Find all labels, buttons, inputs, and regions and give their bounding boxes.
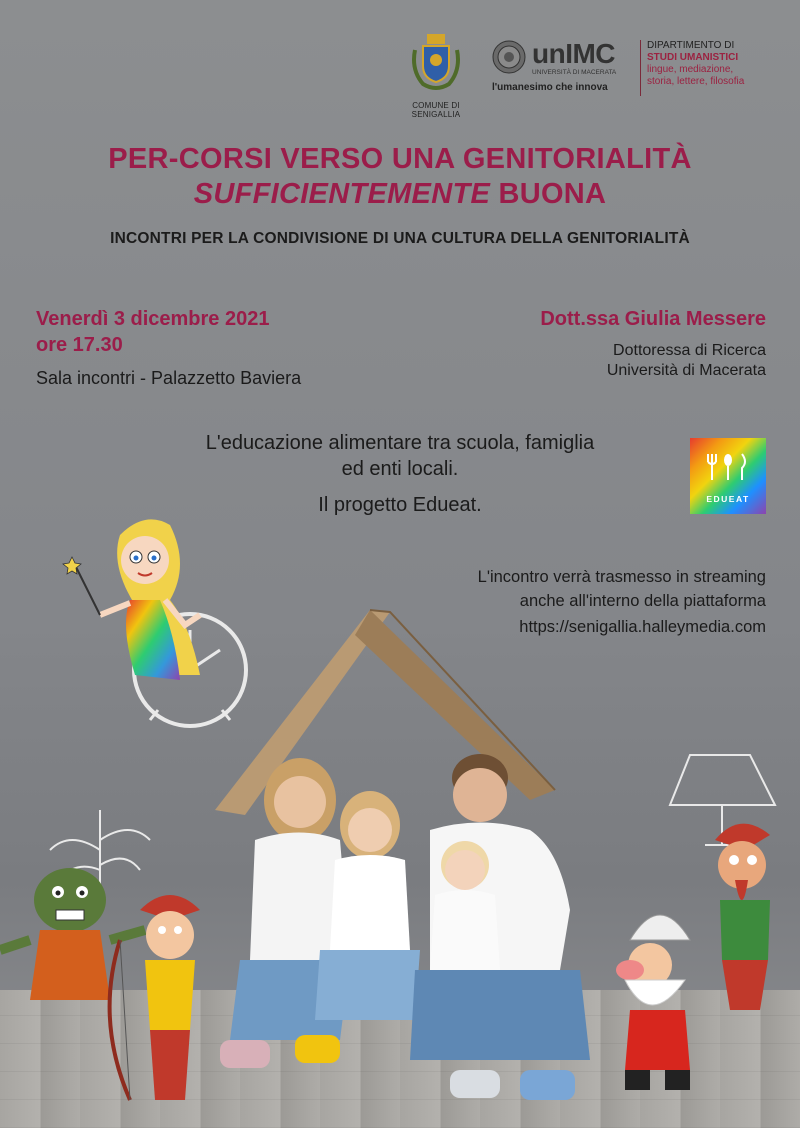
dept-line-1: DIPARTIMENTO DI	[647, 40, 735, 51]
university-seal-icon	[492, 40, 526, 74]
gnome-illustration	[690, 810, 800, 1020]
speaker-name: Dott.ssa Giulia Messere	[540, 308, 766, 330]
speaker-role: Dottoressa di Ricerca	[613, 342, 766, 359]
crest-icon	[409, 30, 463, 92]
elf-archer-illustration	[100, 880, 230, 1120]
speaker-affiliation: Università di Macerata	[606, 362, 766, 379]
dept-line-3: lingue, mediazione,	[647, 64, 734, 75]
unimc-logo	[492, 38, 632, 98]
dept-line-4: storia, lettere, filosofia	[647, 76, 745, 87]
edueat-name: EDUEAT	[706, 494, 750, 504]
streaming-line-2: anche all'interno della piattaforma	[519, 592, 766, 610]
unimc-wordmark: unIMC	[532, 38, 616, 69]
department-logo	[647, 40, 797, 88]
event-venue: Sala incontri - Palazzetto Baviera	[36, 368, 302, 388]
family-photo-illustration	[200, 740, 620, 1120]
topic-line-2: ed enti locali.	[341, 458, 459, 480]
unimc-motto: l'umanesimo che innova	[492, 82, 608, 93]
dept-line-2: STUDI UMANISTICI	[647, 52, 739, 63]
topic-line-1: L'educazione alimentare tra scuola, famiglia	[205, 432, 595, 454]
comune-logo	[390, 30, 482, 119]
edueat-logo	[690, 438, 766, 514]
unimc-subtitle: UNIVERSITÀ DI MACERATA	[532, 69, 617, 76]
title-emphasis: SUFFICIENTEMENTE	[193, 178, 491, 210]
event-time: ore 17.30	[36, 334, 123, 356]
title-line-1: PER-CORSI VERSO UNA GENITORIALITÀ	[108, 143, 692, 175]
topic-line-3: Il progetto Edueat.	[318, 494, 482, 516]
comune-label: COMUNE DI SENIGALLIA	[411, 101, 461, 119]
streaming-url: https://senigallia.halleymedia.com	[519, 618, 766, 636]
event-date: Venerdì 3 dicembre 2021	[36, 308, 270, 330]
title-line-2-rest: BUONA	[490, 178, 607, 210]
cutlery-icon	[690, 452, 766, 488]
title-line-2	[0, 178, 800, 211]
logo-divider	[640, 40, 641, 96]
streaming-line-1: L'incontro verrà trasmesso in streaming	[477, 568, 766, 586]
subtitle: INCONTRI PER LA CONDIVISIONE DI UNA CULTURA DELLA GENITORIALITÀ	[110, 230, 690, 247]
